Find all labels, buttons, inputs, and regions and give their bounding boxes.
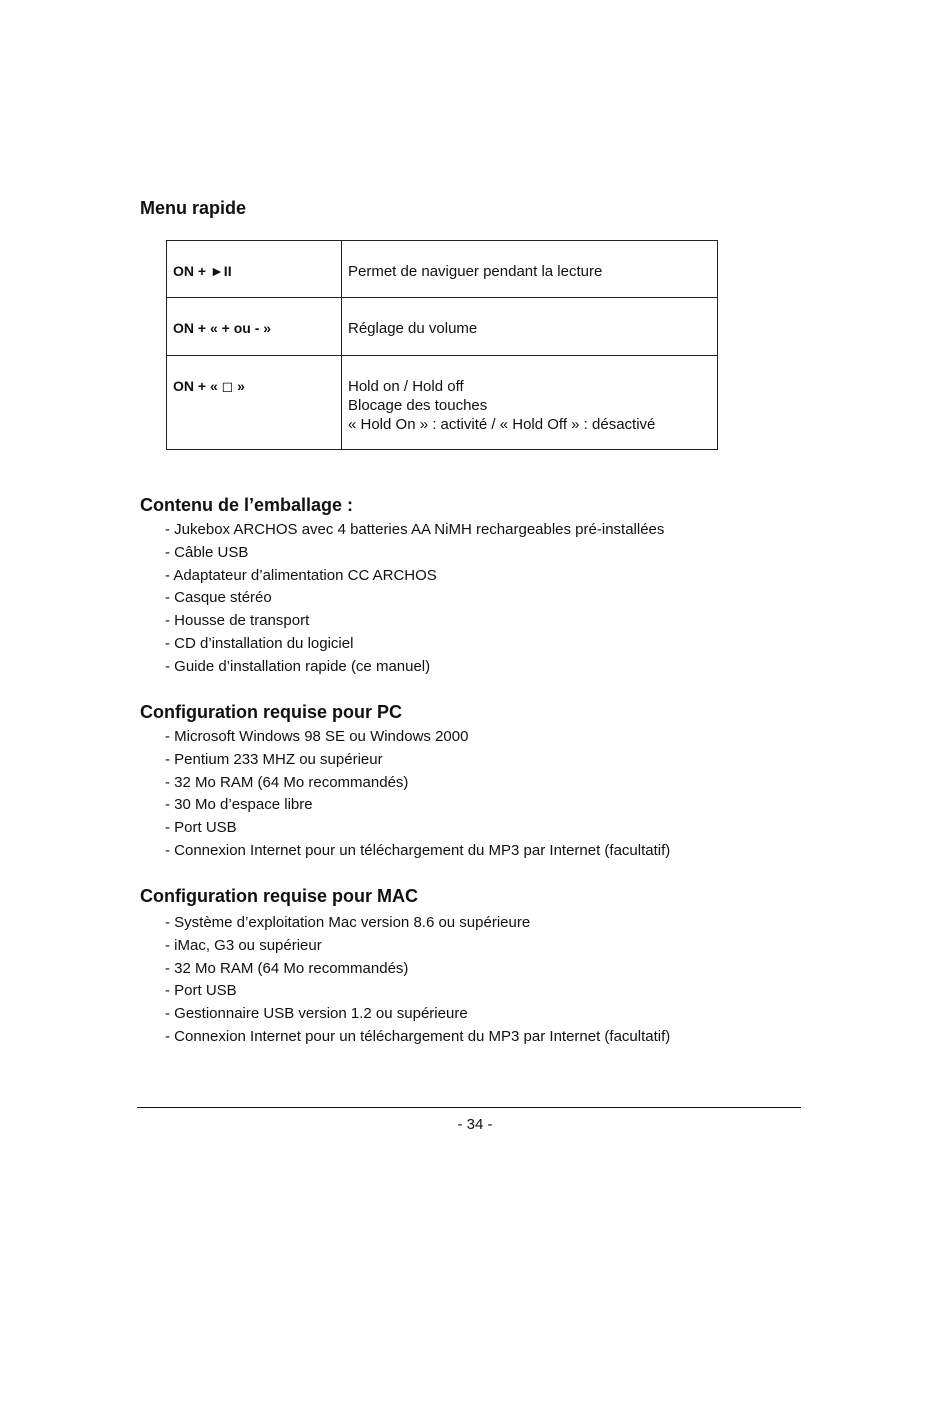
list-item: - iMac, G3 ou supérieur bbox=[165, 936, 322, 954]
list-item: - 32 Mo RAM (64 Mo recommandés) bbox=[165, 773, 409, 791]
list-item: - 30 Mo d’espace libre bbox=[165, 796, 313, 814]
package-contents-heading: Contenu de l’emballage : bbox=[140, 495, 354, 515]
list-item: - Système d’exploitation Mac version 8.6 ou supérieure bbox=[165, 914, 531, 931]
list-item: - Microsoft Windows 98 SE ou Windows 2000 bbox=[165, 728, 469, 745]
shortcut-description bbox=[342, 356, 718, 450]
table-row bbox=[167, 241, 718, 298]
table-row bbox=[167, 298, 718, 356]
mac-requirements-list bbox=[165, 912, 670, 1049]
list-item: - Port USB bbox=[165, 819, 237, 837]
list-item: - Housse de transport bbox=[165, 612, 310, 630]
pc-requirements-heading: Configuration requise pour PC bbox=[140, 702, 403, 722]
table-row bbox=[167, 356, 718, 450]
list-item: - Jukebox ARCHOS avec 4 batteries AA NiMH rechargeables pré-installées bbox=[165, 521, 665, 538]
description-line: Hold on / Hold off bbox=[348, 378, 464, 395]
shortcut-description bbox=[342, 241, 718, 298]
list-item: - Casque stéréo bbox=[165, 589, 272, 607]
shortcut-key: ON + ►II bbox=[167, 241, 342, 298]
package-contents-list bbox=[165, 519, 664, 679]
list-item: - Guide d’installation rapide (ce manuel) bbox=[165, 657, 431, 675]
list-item: - Câble USB bbox=[165, 543, 249, 561]
page-number: - 34 - bbox=[457, 1116, 493, 1133]
list-item: - Connexion Internet pour un téléchargement du MP3 par Internet (facultatif) bbox=[165, 1027, 671, 1045]
shortcut-key: ON + « + ou - » bbox=[167, 298, 342, 356]
pc-requirements-list bbox=[165, 726, 670, 863]
list-item: - Adaptateur d’alimentation CC ARCHOS bbox=[165, 566, 437, 584]
list-item: - Gestionnaire USB version 1.2 ou supérieure bbox=[165, 1005, 468, 1023]
quick-menu-table bbox=[166, 240, 718, 450]
description-line: Permet de naviguer pendant la lecture bbox=[348, 263, 603, 280]
list-item: - CD d’installation du logiciel bbox=[165, 634, 354, 652]
shortcut-description bbox=[342, 298, 718, 356]
footer-divider bbox=[137, 1107, 801, 1108]
list-item: - 32 Mo RAM (64 Mo recommandés) bbox=[165, 959, 409, 977]
list-item: - Connexion Internet pour un téléchargement du MP3 par Internet (facultatif) bbox=[165, 841, 671, 859]
mac-requirements-heading: Configuration requise pour MAC bbox=[140, 886, 418, 906]
quick-menu-heading: Menu rapide bbox=[140, 198, 247, 218]
description-line: Réglage du volume bbox=[348, 320, 478, 337]
shortcut-key: ON + « ◻ » bbox=[167, 356, 342, 450]
description-line: « Hold On » : activité / « Hold Off » : désactivé bbox=[348, 416, 656, 433]
list-item: - Port USB bbox=[165, 982, 237, 1000]
description-line: Blocage des touches bbox=[348, 397, 488, 414]
list-item: - Pentium 233 MHZ ou supérieur bbox=[165, 750, 383, 768]
